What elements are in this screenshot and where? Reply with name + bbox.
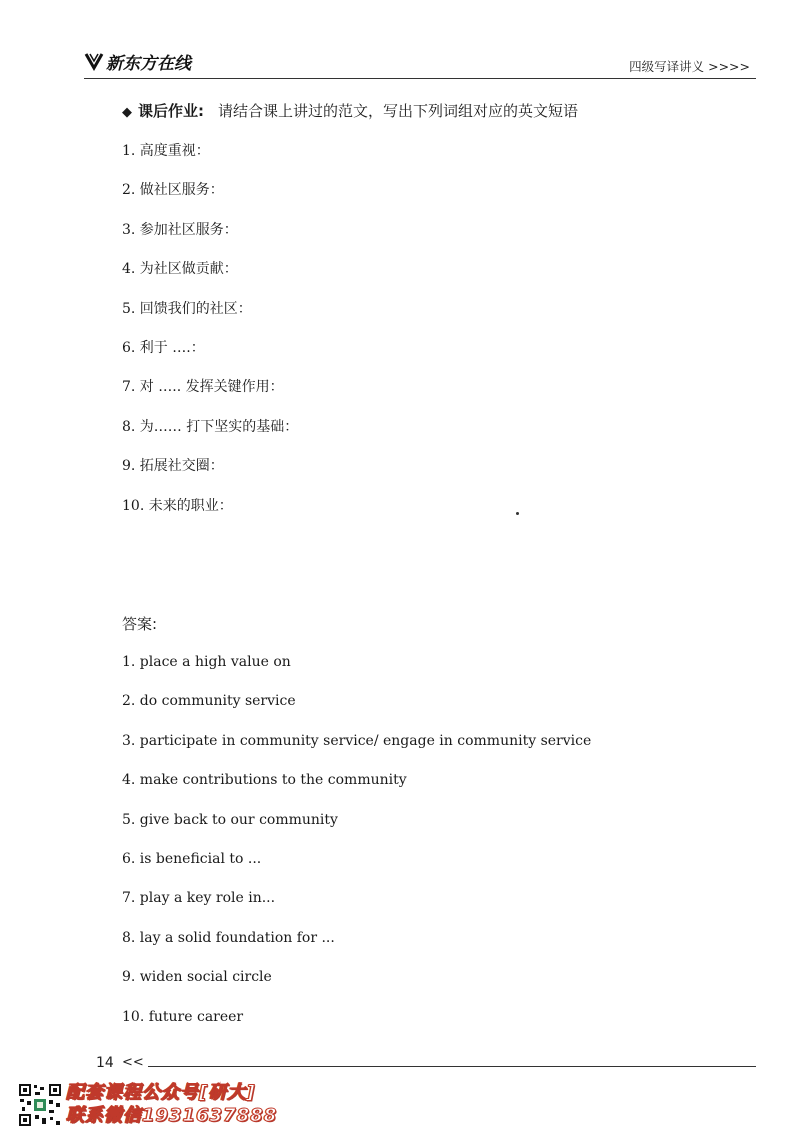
question-item: 5. 回馈我们的社区： [122,300,252,317]
answer-item: 2. do community service [122,693,296,710]
diamond-bullet-icon: ◆ [122,105,132,120]
answer-item: 1. place a high value on [122,654,291,670]
answer-item: 5. give back to our community [122,811,338,828]
page-number: 14 [96,1055,114,1071]
new-oriental-logo-icon [84,51,104,71]
logo-text: 新东方在线 [106,53,191,74]
answer-item: 8. lay a solid foundation for ... [122,929,335,946]
promo-line-1: 配套课程公众号[研大] [66,1082,256,1103]
answer-item: 3. participate in community service/ engage in community service [122,732,592,749]
answer-list [122,652,591,1046]
question-item: 7. 对 ….. 发挥关键作用： [122,379,284,396]
question-item: 10. 未来的职业： [122,497,233,514]
question-item: 1. 高度重视： [122,143,210,159]
logo [84,48,191,74]
question-item: 4. 为社区做贡献： [122,261,238,278]
answer-item: 9. widen social circle [122,969,272,986]
exercise-heading [122,100,578,121]
scan-speck [516,512,519,515]
question-item: 8. 为…… 打下坚实的基础： [122,418,299,435]
answers-heading: 答案: [122,615,158,633]
footer-divider [148,1066,756,1067]
answer-item: 4. make contributions to the community [122,772,407,789]
page-arrows: << [122,1055,144,1070]
promo-line-2: 联系微信1931637888 [66,1105,278,1126]
question-item: 9. 拓展社交圈： [122,458,224,475]
question-list [122,141,298,535]
section-title: 四级写译讲义 >>>> [629,59,750,74]
answer-item: 10. future career [122,1008,244,1025]
homework-instruction: 请结合课上讲过的范文，写出下列词组对应的英文短语 [218,102,579,120]
homework-label: 课后作业: [138,102,204,120]
answer-item: 7. play a key role in... [122,890,276,907]
question-item: 3. 参加社区服务： [122,221,238,238]
question-item: 6. 利于 ….： [122,339,205,356]
answer-item: 6. is beneficial to ... [122,850,262,867]
header-divider [84,78,756,79]
question-item: 2. 做社区服务： [122,182,224,199]
qr-code-icon [18,1083,62,1127]
